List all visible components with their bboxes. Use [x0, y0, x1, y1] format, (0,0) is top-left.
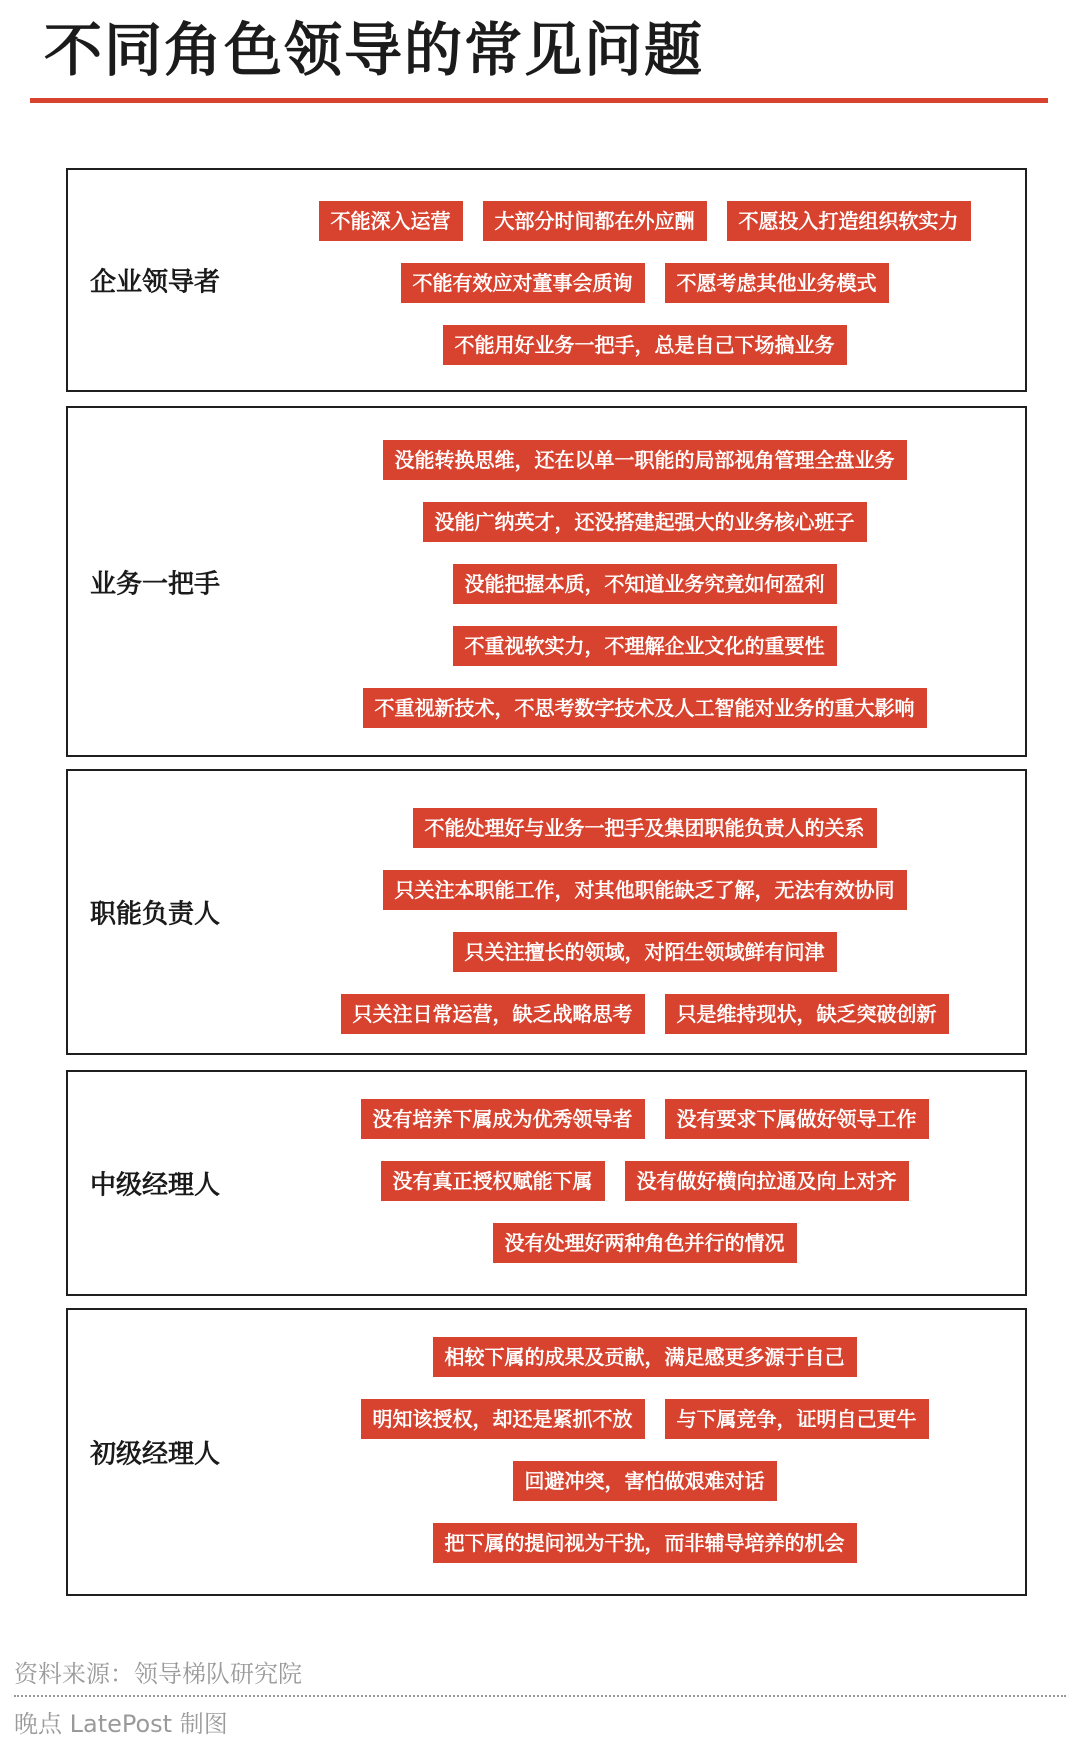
tag-row	[268, 859, 1021, 921]
tag-row	[268, 1388, 1021, 1450]
issue-tag: 与下属竞争，证明自己更牛	[665, 1399, 929, 1439]
role-panel	[66, 168, 1027, 392]
issue-tag: 大部分时间都在外应酬	[483, 201, 707, 241]
credit-note: 晚点 LatePost 制图	[14, 1710, 228, 1738]
issue-tag: 不愿考虑其他业务模式	[665, 263, 889, 303]
source-note: 资料来源：领导梯队研究院	[14, 1660, 302, 1688]
issue-tag: 不愿投入打造组织软实力	[727, 201, 971, 241]
tag-row	[268, 797, 1021, 859]
role-label: 初级经理人	[90, 1439, 221, 1470]
issue-tag-list	[268, 1088, 1021, 1274]
issue-tag: 不重视新技术，不思考数字技术及人工智能对业务的重大影响	[363, 688, 927, 728]
tag-row	[268, 983, 1021, 1045]
issue-tag: 没有做好横向拉通及向上对齐	[625, 1161, 909, 1201]
tag-row	[268, 553, 1021, 615]
issue-tag: 不重视软实力，不理解企业文化的重要性	[453, 626, 837, 666]
issue-tag: 把下属的提问视为干扰，而非辅导培养的机会	[433, 1523, 857, 1563]
tag-row	[268, 1088, 1021, 1150]
issue-tag: 只关注本职能工作，对其他职能缺乏了解，无法有效协同	[383, 870, 907, 910]
tag-row	[268, 615, 1021, 677]
issue-tag: 不能用好业务一把手，总是自己下场搞业务	[443, 325, 847, 365]
page-title: 不同角色领导的常见问题	[44, 16, 705, 84]
issue-tag-list	[268, 1326, 1021, 1574]
tag-row	[268, 314, 1021, 376]
tag-row	[268, 677, 1021, 739]
role-panel	[66, 406, 1027, 757]
tag-row	[268, 1212, 1021, 1274]
role-panel	[66, 1308, 1027, 1596]
tag-row	[268, 491, 1021, 553]
tag-row	[268, 429, 1021, 491]
issue-tag: 只关注擅长的领域，对陌生领域鲜有问津	[453, 932, 837, 972]
tag-row	[268, 190, 1021, 252]
role-label: 业务一把手	[90, 569, 221, 599]
issue-tag: 只是维持现状，缺乏突破创新	[665, 994, 949, 1034]
role-label: 职能负责人	[90, 899, 221, 930]
issue-tag: 没能把握本质，不知道业务究竟如何盈利	[453, 564, 837, 604]
issue-tag: 回避冲突，害怕做艰难对话	[513, 1461, 777, 1501]
role-panel	[66, 1070, 1027, 1296]
issue-tag: 不能有效应对董事会质询	[401, 263, 645, 303]
role-panel	[66, 769, 1027, 1055]
tag-row	[268, 1326, 1021, 1388]
issue-tag: 不能处理好与业务一把手及集团职能负责人的关系	[413, 808, 877, 848]
tag-row	[268, 1150, 1021, 1212]
tag-row	[268, 921, 1021, 983]
issue-tag: 相较下属的成果及贡献，满足感更多源于自己	[433, 1337, 857, 1377]
issue-tag: 没有真正授权赋能下属	[381, 1161, 605, 1201]
issue-tag-list	[268, 190, 1021, 376]
role-label: 企业领导者	[90, 267, 221, 298]
tag-row	[268, 1450, 1021, 1512]
issue-tag: 明知该授权，却还是紧抓不放	[361, 1399, 645, 1439]
role-label: 中级经理人	[90, 1170, 221, 1201]
tag-row	[268, 252, 1021, 314]
issue-tag-list	[268, 797, 1021, 1045]
issue-tag: 不能深入运营	[319, 201, 463, 241]
issue-tag: 没能转换思维，还在以单一职能的局部视角管理全盘业务	[383, 440, 907, 480]
footer-divider	[14, 1695, 1066, 1697]
issue-tag: 没能广纳英才，还没搭建起强大的业务核心班子	[423, 502, 867, 542]
issue-tag-list	[268, 429, 1021, 739]
title-underline	[30, 98, 1048, 103]
issue-tag: 没有培养下属成为优秀领导者	[361, 1099, 645, 1139]
issue-tag: 只关注日常运营，缺乏战略思考	[341, 994, 645, 1034]
issue-tag: 没有处理好两种角色并行的情况	[493, 1223, 797, 1263]
issue-tag: 没有要求下属做好领导工作	[665, 1099, 929, 1139]
tag-row	[268, 1512, 1021, 1574]
